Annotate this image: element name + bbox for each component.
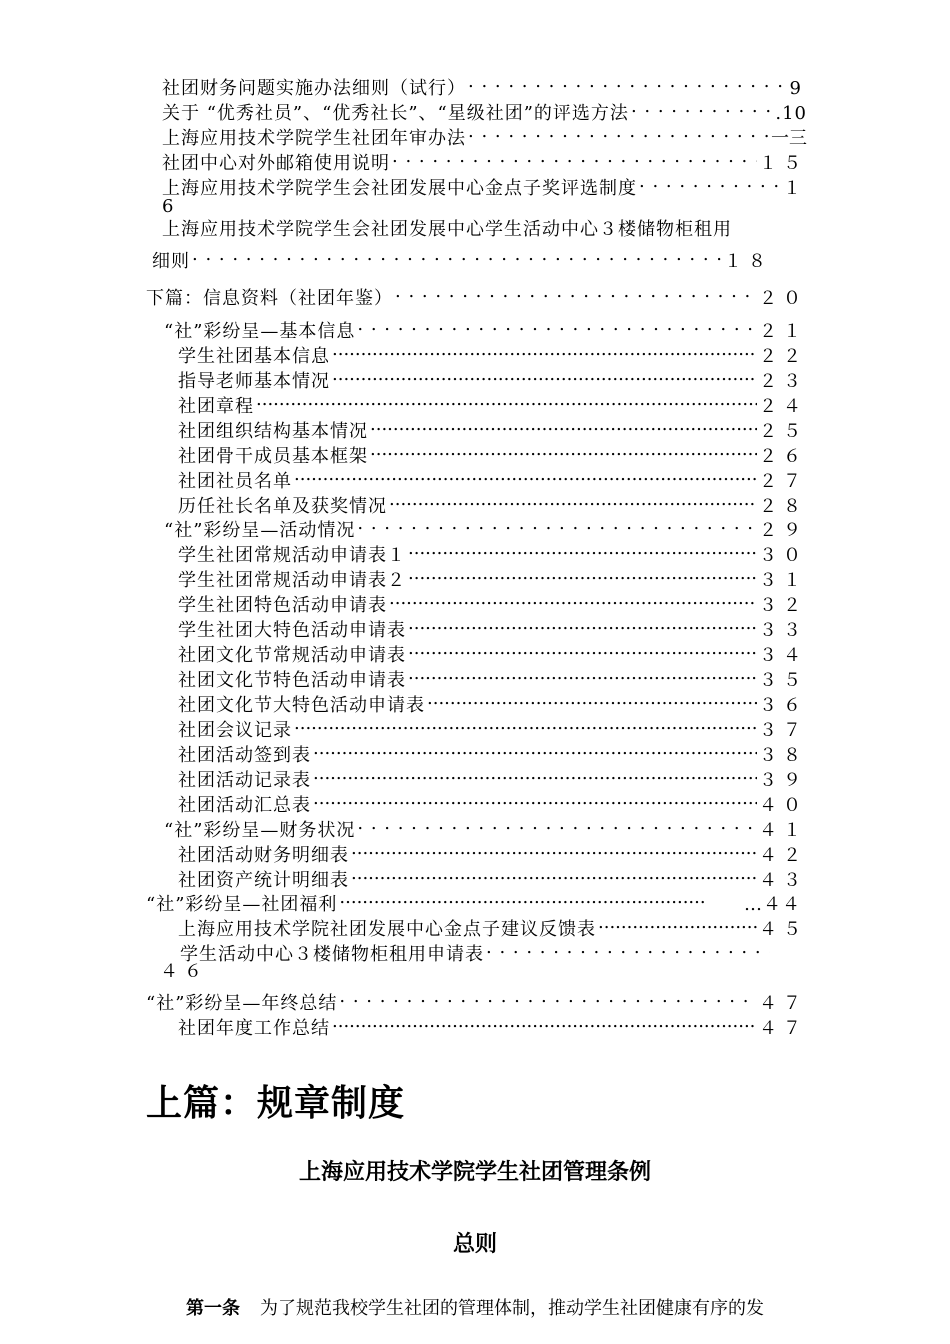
toc-entry-title: 社团社员名单: [178, 471, 292, 492]
toc-entry-title: 学生社团大特色活动申请表: [178, 620, 406, 641]
toc-entry-page: ４０: [759, 795, 807, 816]
toc-entry-title: 学生社团常规活动申请表１: [178, 545, 406, 566]
toc-entry-page: ２４: [759, 396, 807, 417]
toc-entry-title: 学生社团特色活动申请表: [178, 595, 387, 616]
toc-entry-title: “社”彩纷呈—年终总结: [146, 993, 338, 1014]
toc-entry-title: “社”彩纷呈—基本信息: [164, 321, 356, 342]
toc-entry-title: 社团活动财务明细表: [178, 845, 349, 866]
toc-entry-page: ２５: [759, 421, 807, 442]
toc-leader: [332, 338, 757, 362]
toc-entry: [162, 170, 807, 201]
toc-entry-page: ３０: [759, 545, 807, 566]
toc-entry-page: ２７: [759, 471, 807, 492]
toc-leader: [332, 363, 757, 387]
toc-entry-title: 上海应用技术学院学生会社团发展中心学生活动中心３楼储物柜租用: [162, 219, 732, 240]
toc-entry-title: 下篇：信息资料（社团年鉴）: [146, 288, 393, 309]
toc-entry-title-continued: 细则: [152, 251, 190, 272]
toc-entry-page: ４７: [759, 993, 807, 1014]
toc-leader: [332, 1010, 757, 1034]
toc-entry-page: 9: [789, 78, 807, 99]
toc-leader: [294, 712, 757, 736]
article-label: 第一条: [186, 1298, 240, 1319]
toc-entry-page: ３１: [759, 570, 807, 591]
toc-leader: [357, 812, 757, 836]
toc-entry-page: ４１: [759, 820, 807, 841]
toc-leader: [357, 512, 757, 536]
toc-entry-page: ４７: [759, 1018, 807, 1039]
toc-leader: [427, 687, 757, 711]
toc-entry: [178, 1010, 807, 1041]
toc-entry-title: 上海应用技术学院学生会社团发展中心金点子奖评选制度: [162, 178, 637, 199]
toc-leader: [408, 537, 757, 561]
toc-entry-title: 社团活动汇总表: [178, 795, 311, 816]
toc-entry: [146, 280, 807, 311]
document-title: 上海应用技术学院学生社团管理条例: [298, 1160, 651, 1185]
toc-entry-page: 一三: [771, 128, 807, 149]
toc-leader: [370, 413, 757, 437]
toc-leader: [639, 170, 781, 194]
toc-leader: [598, 911, 757, 935]
article-paragraph: [186, 1296, 764, 1322]
toc-entry-page: ３５: [759, 670, 807, 691]
toc-leader: [468, 120, 769, 144]
toc-entry-page: ３３: [759, 620, 807, 641]
toc-leader: [256, 388, 757, 412]
toc-entry-page: ２１: [759, 321, 807, 342]
toc-entry-page: ３８: [759, 745, 807, 766]
toc-entry-title: 社团章程: [178, 396, 254, 417]
toc-entry-title: 社团活动签到表: [178, 745, 311, 766]
toc-entry-page: ４２: [759, 845, 807, 866]
toc-entry-page: ３９: [759, 770, 807, 791]
toc-leader: [192, 243, 722, 267]
section-heading: 总则: [452, 1232, 497, 1257]
toc-entry-title: 学生活动中心３楼储物柜租用申请表: [180, 944, 484, 965]
toc-leader: [313, 762, 757, 786]
toc-entry-page: ２６: [759, 446, 807, 467]
toc-leader: [631, 95, 773, 119]
toc-leader: [408, 662, 757, 686]
toc-leader: [339, 985, 757, 1009]
toc-leader: [351, 837, 757, 861]
toc-leader: [370, 438, 757, 462]
toc-entry-title: 社团组织结构基本情况: [178, 421, 368, 442]
toc-entry-title: 社团会议记录: [178, 720, 292, 741]
toc-leader: [408, 562, 757, 586]
toc-leader: [408, 612, 757, 636]
toc-entry-title: 历任社长名单及获奖情况: [178, 496, 387, 517]
toc-entry-title: 社团财务问题实施办法细则（试行）: [162, 78, 466, 99]
toc-entry-page: ３４: [759, 645, 807, 666]
toc-entry-title: 关于 “优秀社员”、“优秀社长”、“星级社团”的评选方法: [162, 103, 629, 124]
toc-leader: [351, 862, 757, 886]
toc-leader: [313, 787, 757, 811]
toc-entry-title: 上海应用技术学院学生社团年审办法: [162, 128, 466, 149]
part-heading: 上篇：规章制度: [146, 1083, 406, 1124]
toc-entry-title: 社团活动记录表: [178, 770, 311, 791]
toc-entry-page: ２９: [759, 520, 807, 541]
toc-entry-page: ２０: [759, 288, 807, 309]
toc-leader: [357, 313, 757, 337]
toc-leader: [294, 463, 757, 487]
toc-entry-page: ４３: [759, 870, 807, 891]
toc-entry-title: 社团年度工作总结: [178, 1018, 330, 1039]
toc-entry-title: 学生社团常规活动申请表２: [178, 570, 406, 591]
toc-leader: [395, 280, 757, 304]
toc-entry-title: 社团文化节常规活动申请表: [178, 645, 406, 666]
toc-leader: [486, 936, 770, 960]
toc-leader: [468, 70, 788, 94]
toc-entry-title: 社团资产统计明细表: [178, 870, 349, 891]
toc-entry-title: 社团文化节特色活动申请表: [178, 670, 406, 691]
toc-entry-page: .10: [775, 103, 807, 124]
toc-entry-title: “社”彩纷呈—财务状况: [164, 820, 356, 841]
article-text: 为了规范我校学生社团的管理体制，推动学生社团健康有序的发: [260, 1298, 764, 1319]
toc-entry-page: ４５: [759, 919, 807, 940]
toc-entry-page: １８: [724, 251, 772, 272]
toc-entry-page: ２３: [759, 371, 807, 392]
toc-entry-page: ２２: [759, 346, 807, 367]
toc-entry-title: “社”彩纷呈—社团福利: [146, 894, 338, 915]
toc-entry-page: ３６: [759, 695, 807, 716]
toc-entry-page: １５: [759, 153, 807, 174]
toc-leader: [389, 488, 757, 512]
toc-entry-page-continued: 6: [162, 196, 175, 217]
toc-entry-page: ３７: [759, 720, 807, 741]
toc-leader: [389, 587, 757, 611]
toc-leader: [408, 637, 757, 661]
toc-entry-title: 社团骨干成员基本框架: [178, 446, 368, 467]
toc-entry: [152, 243, 772, 274]
toc-entry-title: 指导老师基本情况: [178, 371, 330, 392]
toc-leader: [313, 737, 757, 761]
toc-entry-title: 社团文化节大特色活动申请表: [178, 695, 425, 716]
toc-entry-title: 上海应用技术学院社团发展中心金点子建议反馈表: [178, 919, 596, 940]
toc-entry-page: ３２: [759, 595, 807, 616]
toc-entry-page: …４４: [744, 894, 801, 915]
toc-leader: [392, 145, 757, 169]
toc-entry-title: “社”彩纷呈—活动情况: [164, 520, 356, 541]
toc-entry-page-continued: ４６: [160, 961, 208, 982]
toc-entry-page: ２８: [759, 496, 807, 517]
toc-entry-page: １: [783, 178, 807, 199]
toc-entry-title: 社团中心对外邮箱使用说明: [162, 153, 390, 174]
toc-entry: [180, 936, 770, 967]
toc-entry-title: 学生社团基本信息: [178, 346, 330, 367]
toc-leader: [339, 886, 704, 910]
